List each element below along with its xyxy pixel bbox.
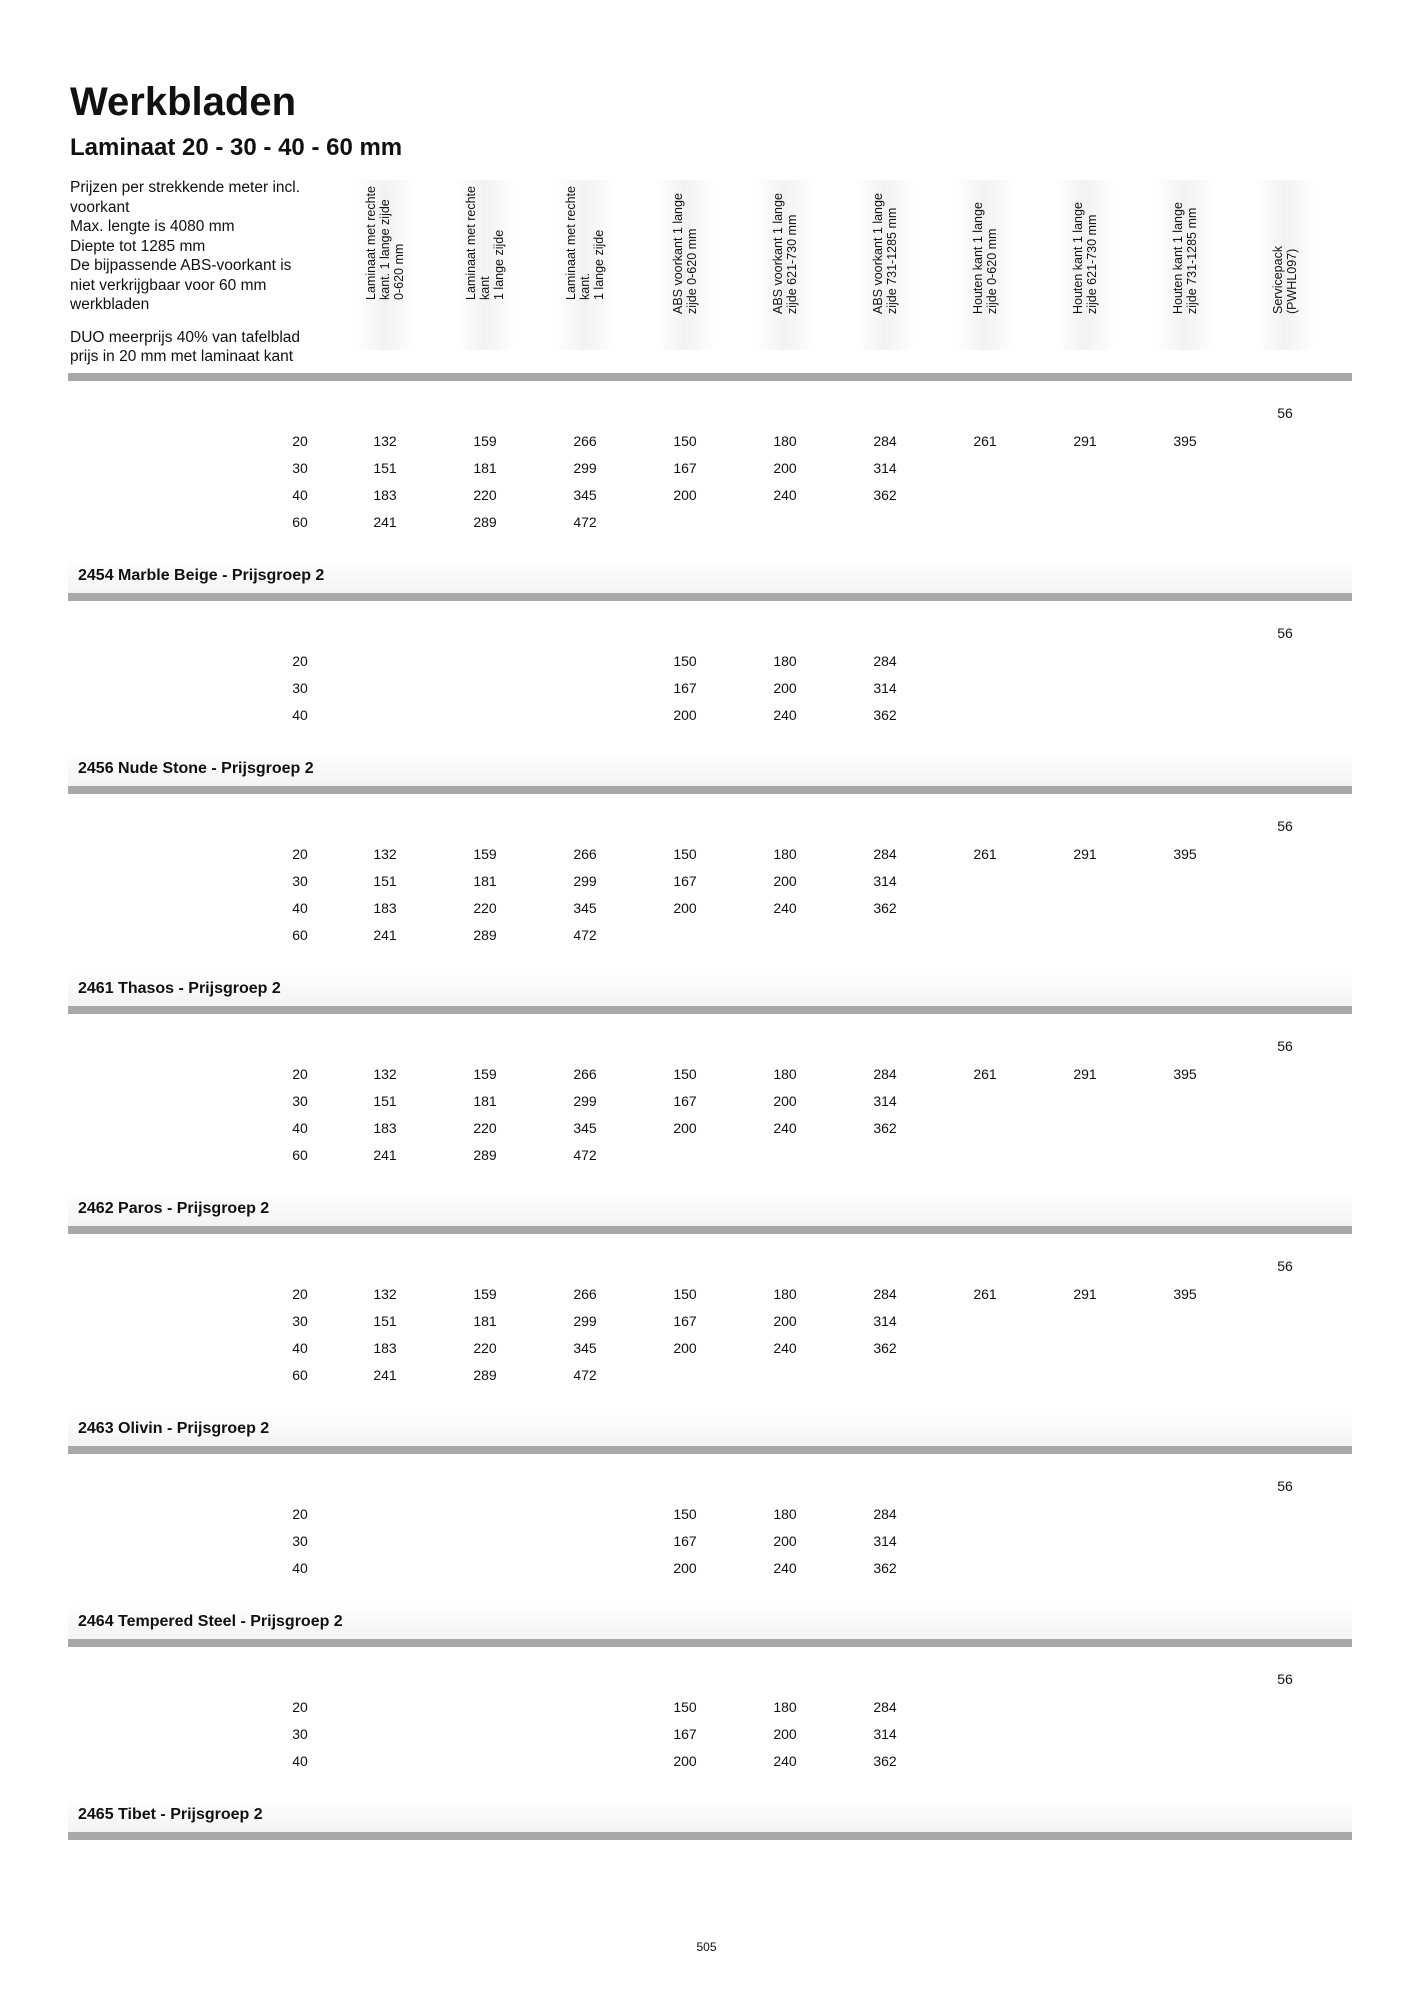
price-cell: 150: [673, 1066, 697, 1082]
price-cell: 395: [1173, 433, 1197, 449]
servicepack-price: 56: [1277, 625, 1293, 641]
price-cell: 159: [473, 1286, 497, 1302]
thickness-cell: 20: [292, 1066, 308, 1082]
thickness-cell: 40: [292, 1120, 308, 1136]
column-header: [855, 180, 915, 350]
thickness-cell: 40: [292, 487, 308, 503]
section-divider: [68, 1832, 1352, 1840]
thickness-cell: 20: [292, 1699, 308, 1715]
product-name-bar: [68, 752, 1352, 786]
price-cell: 183: [373, 900, 397, 916]
price-cell: 240: [773, 1753, 797, 1769]
price-cell: 266: [573, 1286, 597, 1302]
intro-line: voorkant: [70, 198, 130, 216]
price-cell: 167: [673, 1726, 697, 1742]
price-cell: 167: [673, 1093, 697, 1109]
price-cell: 362: [873, 900, 897, 916]
price-cell: 314: [873, 460, 897, 476]
column-header-label: Houten kant 1 lange zijde 731-1285 mm: [1171, 202, 1199, 314]
price-cell: 362: [873, 707, 897, 723]
price-cell: 241: [373, 514, 397, 530]
price-cell: 159: [473, 1066, 497, 1082]
price-cell: 291: [1073, 433, 1097, 449]
section-divider: [68, 786, 1352, 794]
price-cell: 200: [673, 900, 697, 916]
price-cell: 299: [573, 1313, 597, 1329]
section-divider: [68, 1639, 1352, 1647]
product-name-bar: [68, 559, 1352, 593]
column-header-label: Laminaat met rechte kant. 1 lange zijde: [564, 186, 606, 300]
intro-line: prijs in 20 mm met laminaat kant: [70, 348, 294, 365]
intro-line: Diepte tot 1285 mm: [70, 237, 206, 255]
product-name-bar: [68, 1798, 1352, 1832]
product-name: 2464 Tempered Steel - Prijsgroep 2: [78, 1613, 343, 1630]
thickness-cell: 40: [292, 707, 308, 723]
price-cell: 472: [573, 1147, 597, 1163]
product-name-bar: [68, 972, 1352, 1006]
price-cell: 150: [673, 1506, 697, 1522]
price-cell: 167: [673, 1533, 697, 1549]
thickness-cell: 20: [292, 1286, 308, 1302]
price-cell: 362: [873, 487, 897, 503]
product-name: 2462 Paros - Prijsgroep 2: [78, 1200, 270, 1217]
price-cell: 132: [373, 433, 397, 449]
product-name-bar: [68, 1192, 1352, 1226]
price-cell: 284: [873, 433, 897, 449]
price-cell: 200: [773, 680, 797, 696]
product-name-bar: [68, 1605, 1352, 1639]
price-cell: 180: [773, 1286, 797, 1302]
column-header: [455, 180, 515, 350]
product-section: [0, 1234, 1413, 1454]
price-cell: 266: [573, 433, 597, 449]
column-header: [355, 180, 415, 350]
section-divider: [68, 1446, 1352, 1454]
price-cell: 220: [473, 1120, 497, 1136]
price-cell: 284: [873, 1286, 897, 1302]
price-cell: 181: [473, 1093, 497, 1109]
price-cell: 314: [873, 1533, 897, 1549]
column-header: [955, 180, 1015, 350]
price-cell: 200: [773, 1726, 797, 1742]
column-header: [1255, 180, 1315, 350]
price-cell: 472: [573, 927, 597, 943]
intro-line: De bijpassende ABS-voorkant is: [70, 257, 292, 274]
price-cell: 180: [773, 1066, 797, 1082]
price-cell: 220: [473, 487, 497, 503]
price-cell: 284: [873, 1066, 897, 1082]
price-cell: 151: [373, 1313, 397, 1329]
column-header: [655, 180, 715, 350]
thickness-cell: 40: [292, 1753, 308, 1769]
price-cell: 200: [773, 873, 797, 889]
price-cell: 241: [373, 1367, 397, 1383]
thickness-cell: 30: [292, 1093, 308, 1109]
price-cell: 291: [1073, 1066, 1097, 1082]
price-cell: 261: [973, 1066, 997, 1082]
price-cell: 159: [473, 846, 497, 862]
price-cell: 345: [573, 1340, 597, 1356]
price-cell: 183: [373, 487, 397, 503]
price-cell: 299: [573, 1093, 597, 1109]
intro-line: werkbladen: [70, 296, 150, 313]
price-cell: 150: [673, 1286, 697, 1302]
price-cell: 183: [373, 1120, 397, 1136]
price-cell: 284: [873, 653, 897, 669]
price-cell: 299: [573, 873, 597, 889]
column-header-label: Laminaat met rechte kant 1 lange zijde: [464, 186, 506, 300]
thickness-cell: 20: [292, 846, 308, 862]
price-cell: 180: [773, 1699, 797, 1715]
thickness-cell: 30: [292, 1533, 308, 1549]
price-cell: 167: [673, 460, 697, 476]
page-number: 505: [696, 1940, 717, 1954]
price-cell: 395: [1173, 846, 1197, 862]
price-cell: 395: [1173, 1066, 1197, 1082]
thickness-cell: 30: [292, 680, 308, 696]
thickness-cell: 40: [292, 1340, 308, 1356]
intro-line: niet verkrijgbaar voor 60 mm: [70, 276, 267, 294]
column-header: [1155, 180, 1215, 350]
price-cell: 261: [973, 433, 997, 449]
product-section: [0, 1454, 1413, 1647]
thickness-cell: 40: [292, 900, 308, 916]
thickness-cell: 30: [292, 1726, 308, 1742]
price-cell: 200: [773, 460, 797, 476]
price-cell: 220: [473, 900, 497, 916]
price-cell: 132: [373, 1286, 397, 1302]
column-header: [755, 180, 815, 350]
page-title: Werkbladen: [70, 80, 296, 124]
servicepack-price: 56: [1277, 1038, 1293, 1054]
page-subtitle: Laminaat 20 - 30 - 40 - 60 mm: [70, 134, 403, 161]
servicepack-price: 56: [1277, 1258, 1293, 1274]
thickness-cell: 20: [292, 1506, 308, 1522]
thickness-cell: 60: [292, 514, 308, 530]
servicepack-price: 56: [1277, 1671, 1293, 1687]
price-cell: 395: [1173, 1286, 1197, 1302]
price-cell: 200: [773, 1313, 797, 1329]
price-cell: 180: [773, 433, 797, 449]
thickness-cell: 60: [292, 1147, 308, 1163]
thickness-cell: 20: [292, 433, 308, 449]
product-name: 2463 Olivin - Prijsgroep 2: [78, 1420, 270, 1437]
price-cell: 284: [873, 846, 897, 862]
price-cell: 220: [473, 1340, 497, 1356]
price-cell: 472: [573, 1367, 597, 1383]
price-cell: 299: [573, 460, 597, 476]
price-cell: 289: [473, 1147, 497, 1163]
section-divider: [68, 1006, 1352, 1014]
price-cell: 181: [473, 460, 497, 476]
price-cell: 472: [573, 514, 597, 530]
price-cell: 181: [473, 1313, 497, 1329]
price-cell: 362: [873, 1340, 897, 1356]
thickness-cell: 60: [292, 1367, 308, 1383]
product-name-bar: [68, 1412, 1352, 1446]
price-cell: 284: [873, 1699, 897, 1715]
price-cell: 159: [473, 433, 497, 449]
price-cell: 291: [1073, 1286, 1097, 1302]
header-divider: [68, 373, 1352, 381]
price-cell: 183: [373, 1340, 397, 1356]
thickness-cell: 30: [292, 460, 308, 476]
price-cell: 240: [773, 1560, 797, 1576]
price-cell: 151: [373, 460, 397, 476]
product-section: [0, 1647, 1413, 1840]
thickness-cell: 30: [292, 1313, 308, 1329]
price-cell: 314: [873, 1313, 897, 1329]
price-cell: 167: [673, 873, 697, 889]
intro-text: [70, 178, 340, 367]
price-cell: 284: [873, 1506, 897, 1522]
intro-line: [70, 315, 340, 328]
price-cell: 180: [773, 653, 797, 669]
servicepack-price: 56: [1277, 818, 1293, 834]
price-cell: 200: [773, 1093, 797, 1109]
price-cell: 362: [873, 1753, 897, 1769]
thickness-cell: 60: [292, 927, 308, 943]
thickness-cell: 20: [292, 653, 308, 669]
servicepack-price: 56: [1277, 405, 1293, 421]
column-header-label: Servicepack (PWHL097): [1271, 245, 1299, 314]
price-cell: 181: [473, 873, 497, 889]
servicepack-price: 56: [1277, 1478, 1293, 1494]
price-cell: 240: [773, 487, 797, 503]
price-cell: 291: [1073, 846, 1097, 862]
price-cell: 261: [973, 1286, 997, 1302]
price-cell: 240: [773, 900, 797, 916]
intro-line: Max. lengte is 4080 mm: [70, 218, 235, 235]
price-cell: 167: [673, 680, 697, 696]
intro-line: DUO meerprijs 40% van tafelblad: [70, 328, 301, 346]
intro-line: Prijzen per strekkende meter incl.: [70, 179, 301, 196]
price-cell: 345: [573, 487, 597, 503]
price-cell: 345: [573, 1120, 597, 1136]
price-cell: 200: [673, 1753, 697, 1769]
thickness-cell: 40: [292, 1560, 308, 1576]
section-divider: [68, 1226, 1352, 1234]
product-name: 2454 Marble Beige - Prijsgroep 2: [78, 567, 325, 584]
column-header-label: Houten kant 1 lange zijde 621-730 mm: [1071, 202, 1099, 314]
price-cell: 151: [373, 873, 397, 889]
column-header-label: ABS voorkant 1 lange zijde 0-620 mm: [671, 193, 699, 314]
price-cell: 266: [573, 846, 597, 862]
price-cell: 200: [673, 707, 697, 723]
price-cell: 150: [673, 846, 697, 862]
product-section: [0, 601, 1413, 794]
price-cell: 200: [673, 1560, 697, 1576]
price-cell: 200: [673, 1120, 697, 1136]
price-cell: 345: [573, 900, 597, 916]
price-cell: 241: [373, 927, 397, 943]
price-cell: 261: [973, 846, 997, 862]
price-cell: 314: [873, 1726, 897, 1742]
price-cell: 151: [373, 1093, 397, 1109]
product-section: [0, 794, 1413, 1014]
product-name: 2461 Thasos - Prijsgroep 2: [78, 980, 281, 997]
price-cell: 132: [373, 846, 397, 862]
price-cell: 200: [773, 1533, 797, 1549]
column-header-label: ABS voorkant 1 lange zijde 621-730 mm: [771, 193, 799, 314]
column-header-label: Laminaat met rechte kant. 1 lange zijde 0-620 mm: [364, 186, 406, 300]
column-header-label: Houten kant 1 lange zijde 0-620 mm: [971, 202, 999, 314]
price-cell: 200: [673, 487, 697, 503]
price-cell: 289: [473, 927, 497, 943]
product-section: [0, 381, 1413, 601]
price-cell: 240: [773, 707, 797, 723]
price-cell: 266: [573, 1066, 597, 1082]
price-cell: 289: [473, 514, 497, 530]
column-header-label: ABS voorkant 1 lange zijde 731-1285 mm: [871, 193, 899, 314]
price-cell: 314: [873, 873, 897, 889]
product-name: 2456 Nude Stone - Prijsgroep 2: [78, 760, 314, 777]
price-cell: 362: [873, 1120, 897, 1136]
price-cell: 150: [673, 1699, 697, 1715]
price-cell: 240: [773, 1340, 797, 1356]
price-cell: 132: [373, 1066, 397, 1082]
product-name: 2465 Tibet - Prijsgroep 2: [78, 1806, 263, 1823]
price-cell: 200: [673, 1340, 697, 1356]
price-cell: 314: [873, 1093, 897, 1109]
thickness-cell: 30: [292, 873, 308, 889]
column-header: [1055, 180, 1115, 350]
price-cell: 150: [673, 433, 697, 449]
price-cell: 314: [873, 680, 897, 696]
price-cell: 150: [673, 653, 697, 669]
price-cell: 289: [473, 1367, 497, 1383]
price-cell: 240: [773, 1120, 797, 1136]
section-divider: [68, 593, 1352, 601]
price-cell: 167: [673, 1313, 697, 1329]
product-section: [0, 1014, 1413, 1234]
price-cell: 180: [773, 1506, 797, 1522]
price-cell: 180: [773, 846, 797, 862]
price-cell: 362: [873, 1560, 897, 1576]
price-cell: 241: [373, 1147, 397, 1163]
column-header: [555, 180, 615, 350]
